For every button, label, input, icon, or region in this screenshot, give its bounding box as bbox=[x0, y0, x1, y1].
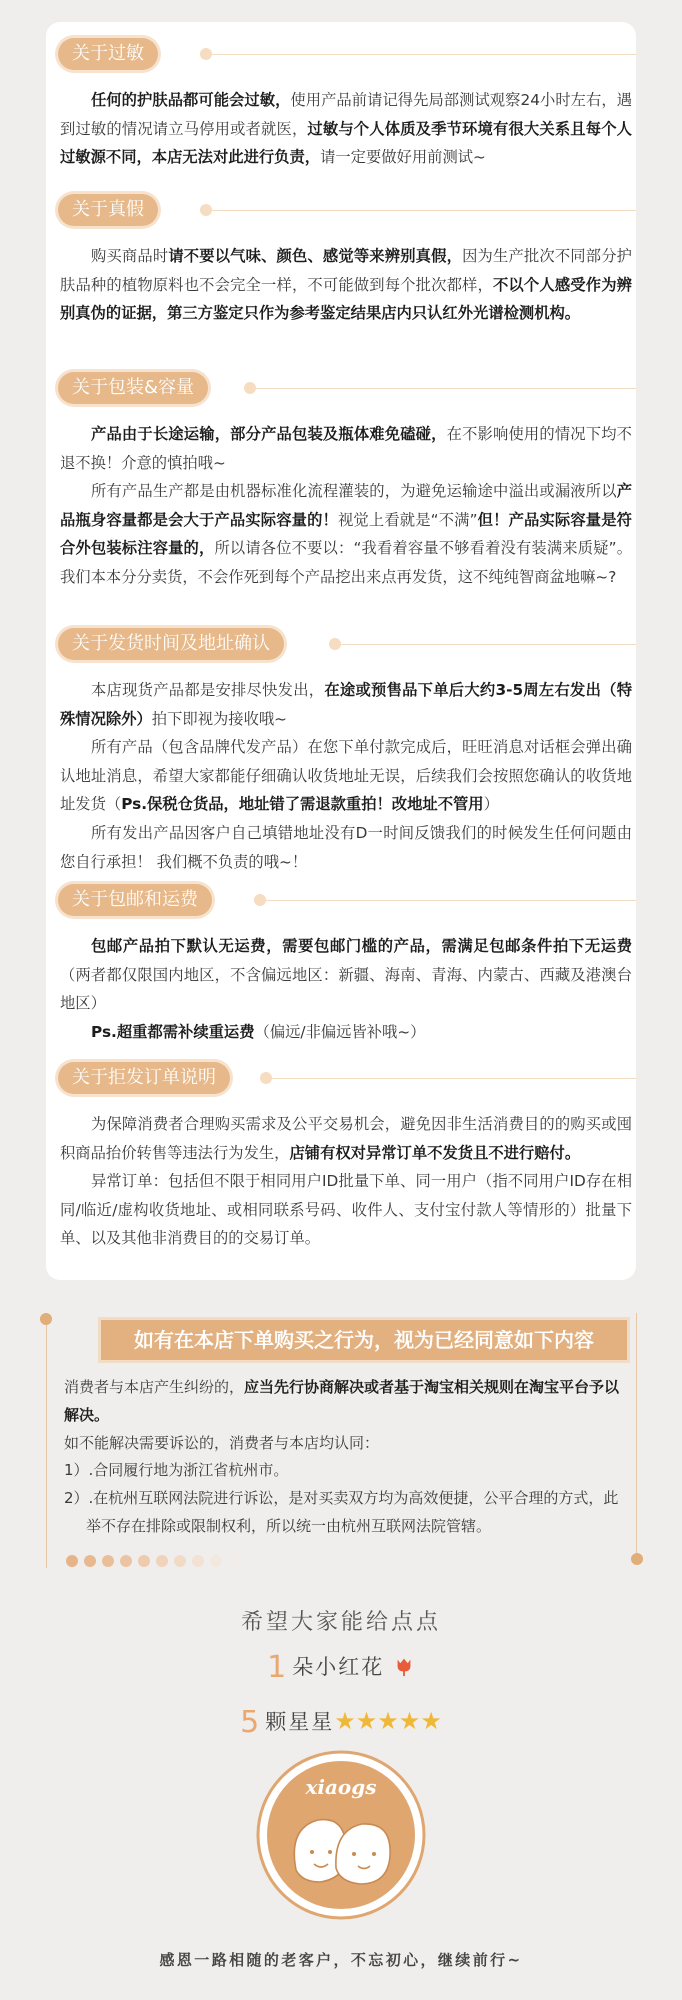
bold-text: 店铺有权对异常订单不发货且不进行赔付。 bbox=[289, 1143, 581, 1162]
title-line bbox=[266, 900, 636, 901]
text: （两者都仅限国内地区，不含偏远地区：新疆、海南、青海、内蒙古、西藏及港澳台地区） bbox=[60, 965, 632, 1013]
dot bbox=[174, 1555, 186, 1567]
bold-text: 产品由于长途运输，部分产品包装及瓶体难免磕碰， bbox=[91, 425, 447, 443]
text: 所有产品生产都是由机器标准化流程灌装的，为避免运输途中溢出或漏液所以 bbox=[91, 482, 617, 501]
agreement-item1: 1）.合同履行地为浙江省杭州市。 bbox=[64, 1461, 289, 1480]
agreement-text bbox=[64, 1374, 630, 1541]
tulip-icon bbox=[393, 1655, 415, 1677]
text: 异常订单：包括但不限于相同用户ID批量下单、同一用户（指不同用户ID存在相同/临近/虚构收货地址、或相同联系号码、收件人、支付宝付款人等情形的）批量下单、以及其他非消费目的的交易订单。 bbox=[60, 1172, 632, 1248]
star-icons: ★★★★★ bbox=[334, 1707, 442, 1735]
section-body bbox=[60, 1110, 632, 1253]
bold-text: 在途或预售品下单后大约3-5周左右发出（特殊情况除外） bbox=[60, 681, 632, 728]
section-body bbox=[60, 420, 632, 592]
text: 为保障消费者合理购买需求及公平交易机会，避免因非生活消费目的的购买或囤积商品抬价转售等违法行为发生， bbox=[60, 1115, 632, 1162]
text: 使用产品前请记得先局部测试观察24小时左右，遇到过敏的情况请立马停用或者就医， bbox=[60, 91, 632, 138]
hope-text: 希望大家能给点点 bbox=[240, 1610, 441, 1635]
dot bbox=[120, 1555, 132, 1567]
frame-left-line bbox=[46, 1313, 47, 1568]
section-body bbox=[60, 242, 632, 328]
title-line bbox=[341, 644, 636, 645]
section-title: 关于过敏 bbox=[58, 38, 158, 70]
section-title: 关于包装&容量 bbox=[58, 372, 208, 404]
text: 本店现货产品都是安排尽快发出， bbox=[91, 681, 325, 699]
title-dot bbox=[244, 382, 256, 394]
title-dot bbox=[200, 204, 212, 216]
text: 视觉上看就是“不满” bbox=[337, 510, 478, 529]
paragraph bbox=[60, 1018, 632, 1047]
bold-text: 但！产品实际容量是符合外包装标注容量的， bbox=[60, 510, 632, 558]
brand-badge bbox=[256, 1750, 426, 1920]
decorative-dots bbox=[66, 1552, 246, 1566]
frame-right-line bbox=[636, 1313, 637, 1563]
title-dot bbox=[260, 1072, 272, 1084]
paragraph bbox=[60, 86, 632, 172]
text: 因为生产批次不同部分护肤品种的植物原料也不会完全一样，不可能做到每个批次都样， bbox=[60, 247, 632, 294]
bold-text: 过敏与个人体质及季节环境有很大关系且每个人过敏源不同，本店无法对此进行负责， bbox=[60, 119, 632, 167]
dot bbox=[102, 1555, 114, 1567]
faces-illustration bbox=[294, 1820, 390, 1884]
agreement-line2: 如不能解决需要诉讼的，消费者与本店均认同： bbox=[64, 1433, 380, 1452]
section-title: 关于发货时间及地址确认 bbox=[58, 628, 284, 660]
paragraph bbox=[60, 420, 632, 477]
title-dot bbox=[329, 638, 341, 650]
dot bbox=[66, 1555, 78, 1567]
text: ） bbox=[483, 795, 499, 814]
dot bbox=[156, 1555, 168, 1567]
title-dot bbox=[200, 48, 212, 60]
flower-count: 1 bbox=[267, 1650, 289, 1685]
bold-text: 包邮产品拍下默认无运费，需要包邮门槛的产品，需满足包邮条件拍下无运费 bbox=[91, 937, 632, 955]
paragraph bbox=[60, 819, 632, 876]
paragraph bbox=[60, 676, 632, 733]
star-line bbox=[0, 1705, 682, 1740]
title-line bbox=[212, 54, 636, 55]
paragraph bbox=[60, 477, 632, 591]
text: 在不影响使用的情况下均不退不换！介意的慎拍哦~ bbox=[60, 425, 632, 472]
frame-dot bbox=[40, 1313, 52, 1325]
frame-dot bbox=[631, 1553, 643, 1565]
agreement-item2: 2）.在杭州互联网法院进行诉讼，是对买卖双方均为高效便捷，公平合理的方式，此举不存在排除或限制权利，所以统一由杭州互联网法院管辖。 bbox=[64, 1489, 619, 1535]
text: 拍下即视为接收哦~ bbox=[151, 709, 287, 728]
paragraph bbox=[60, 733, 632, 819]
bold-text: 产品瓶身容量都是会大于产品实际容量的！ bbox=[60, 482, 632, 529]
agreement-intro-bold: 应当先行协商解决或者基于淘宝相关规则在淘宝平台予以解决。 bbox=[64, 1378, 620, 1424]
text: 所有发出产品因客户自己填错地址没有D一时间反馈我们的时候发生任何问题由您自行承担！ 我们概不负责的哦~！ bbox=[60, 823, 632, 871]
title-line bbox=[256, 388, 636, 389]
flower-text: 朵小红花 bbox=[292, 1655, 385, 1679]
text: 购买商品时 bbox=[91, 247, 169, 265]
text: （偏远/非偏远皆补哦~） bbox=[254, 1022, 426, 1041]
footer-slogan: 感恩一路相随的老客户，不忘初心，继续前行~ bbox=[159, 1951, 523, 1969]
dot bbox=[192, 1555, 204, 1567]
section-title: 关于真假 bbox=[58, 194, 158, 226]
section-title: 关于拒发订单说明 bbox=[58, 1062, 230, 1094]
section-body bbox=[60, 86, 632, 172]
title-line bbox=[272, 1078, 636, 1079]
dot bbox=[210, 1555, 222, 1567]
notice-card bbox=[46, 22, 636, 1280]
bold-text: 任何的护肤品都可能会过敏， bbox=[91, 91, 291, 109]
paragraph bbox=[60, 932, 632, 1018]
text: 所有产品（包含品牌代发产品）在您下单付款完成后，旺旺消息对话框会弹出确认地址消息，希望大家都能仔细确认收货地址无误，后续我们会按照您确认的收货地址发货（ bbox=[60, 738, 632, 814]
bold-text: Ps.超重都需补续重运费 bbox=[91, 1022, 255, 1041]
bold-text: 不以个人感受作为辨别真伪的证据，第三方鉴定只作为参考鉴定结果店内只认红外光谱检测机构。 bbox=[60, 275, 632, 323]
paragraph bbox=[60, 1110, 632, 1167]
dot bbox=[138, 1555, 150, 1567]
text: 所以请各位不要以：“我看着容量不够看着没有装满来质疑”。我们本本分分卖货，不会作死到每个产品挖出来点再发货，这不纯纯智商盆地嘛~? bbox=[60, 539, 632, 586]
agreement-banner: 如有在本店下单购买之行为，视为已经同意如下内容 bbox=[101, 1320, 627, 1360]
section-body bbox=[60, 932, 632, 1046]
section-title: 关于包邮和运费 bbox=[58, 884, 212, 916]
bold-text: 请不要以气味、颜色、感觉等来辨别真假， bbox=[168, 247, 463, 265]
flower-line bbox=[0, 1650, 682, 1685]
star-count: 5 bbox=[240, 1705, 262, 1740]
agreement-intro-plain: 消费者与本店产生纠纷的， bbox=[64, 1378, 245, 1396]
paragraph bbox=[60, 242, 632, 328]
star-text: 颗星星 bbox=[265, 1710, 335, 1734]
title-line bbox=[212, 210, 636, 211]
dot bbox=[84, 1555, 96, 1567]
dot bbox=[228, 1555, 240, 1567]
paragraph bbox=[60, 1167, 632, 1253]
agreement-intro bbox=[64, 1374, 630, 1430]
title-dot bbox=[254, 894, 266, 906]
text: 请一定要做好用前测试~ bbox=[320, 148, 486, 167]
section-body bbox=[60, 676, 632, 876]
brand-logo-text: xiaogs bbox=[305, 1775, 377, 1799]
bold-text: Ps.保税仓货品，地址错了需退款重拍！改地址不管用 bbox=[121, 795, 484, 814]
